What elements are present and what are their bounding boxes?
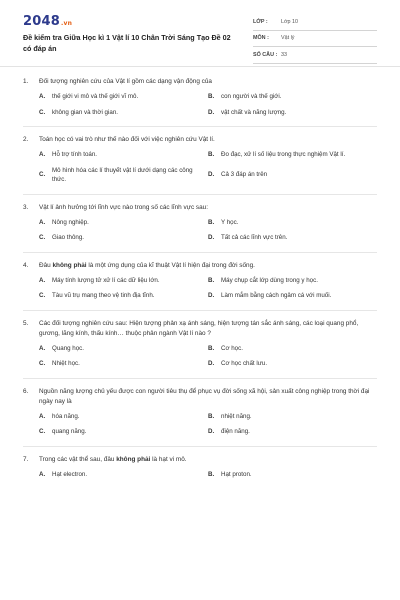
answer-option[interactable]	[208, 427, 377, 437]
answer-option[interactable]	[208, 412, 377, 422]
question-text-pre: Đâu	[39, 261, 53, 269]
answer-option[interactable]	[208, 276, 377, 286]
option-letter: B.	[208, 412, 215, 420]
question-text	[39, 455, 377, 465]
question-text-emphasis: không phải	[52, 261, 87, 269]
answer-option[interactable]	[208, 218, 377, 228]
answer-option[interactable]	[39, 291, 208, 301]
question-stem	[23, 77, 377, 87]
answer-option[interactable]	[39, 233, 208, 243]
option-letter: B.	[208, 218, 215, 226]
option-text: Hỗ trợ tính toán.	[52, 151, 97, 158]
meta-row	[253, 47, 377, 64]
answer-option[interactable]	[208, 470, 377, 480]
option-letter: A.	[39, 470, 46, 478]
question-number: 5.	[23, 319, 29, 327]
option-text: hóa năng.	[52, 412, 80, 420]
question-stem	[23, 203, 377, 213]
option-text: con người và thế giới.	[221, 93, 282, 100]
option-text: Nhiệt học.	[52, 360, 80, 367]
option-text: Quang học.	[52, 344, 84, 352]
option-letter: B.	[208, 93, 215, 100]
answer-option[interactable]	[39, 470, 208, 480]
question-item	[23, 261, 377, 311]
question-list	[0, 77, 400, 496]
option-letter: A.	[39, 276, 46, 284]
option-letter: C.	[39, 360, 46, 367]
answer-options	[39, 412, 377, 437]
option-text: nhiệt năng.	[221, 412, 252, 420]
option-text: Cơ học.	[221, 344, 243, 352]
question-text-pre: Nguồn năng lượng chủ yếu được con người tiêu thụ để phục vụ đời sống xã hội, sản xuất công nghiệp trong thời đại ngày nay là	[39, 387, 370, 405]
option-letter: A.	[39, 412, 46, 420]
option-text: Làm mắm bằng cách ngâm cá với muối.	[221, 292, 332, 299]
meta-value: Vật lý	[281, 35, 295, 42]
question-text-pre: Trong các vật thể sau, đâu	[39, 455, 117, 463]
option-text: Mô hình hóa các lí thuyết vật lí dưới dạng các công thức.	[52, 166, 193, 183]
option-text: Cơ học chất lưu.	[221, 360, 268, 367]
option-text: không gian và thời gian.	[52, 108, 118, 116]
answer-option[interactable]	[39, 276, 208, 286]
meta-row	[253, 31, 377, 48]
option-letter: A.	[39, 218, 46, 226]
answer-options	[39, 344, 377, 369]
question-text-post: là một ứng dụng của kĩ thuật Vật lí hiện đại trong đời sống.	[86, 261, 255, 269]
meta-label: MÔN :	[253, 35, 269, 42]
option-text: Tất cả các lĩnh vực trên.	[221, 234, 288, 241]
answer-option[interactable]	[208, 233, 377, 243]
option-text: Tàu vũ trụ mang theo vệ tinh địa tĩnh.	[52, 292, 155, 299]
meta-label: SỐ CÂU :	[253, 51, 278, 58]
option-text: Máy chụp cắt lớp dùng trong y học.	[221, 276, 318, 284]
question-item	[23, 203, 377, 253]
question-text-pre: Đối tượng nghiên cứu của Vật lí gồm các dạng vận động của	[39, 78, 212, 85]
option-letter: C.	[39, 171, 46, 179]
exam-title: Đề kiểm tra Giữa Học kì 1 Vật lí 10 Chân Trời Sáng Tạo Đề 02 có đáp án	[23, 33, 231, 53]
answer-option[interactable]	[208, 92, 377, 102]
option-text: vật chất và năng lượng.	[221, 108, 287, 116]
question-number: 3.	[23, 203, 29, 211]
exam-meta-table	[253, 14, 377, 64]
answer-option[interactable]	[208, 166, 377, 185]
option-text: Đo đạc, xử lí số liệu trong thực nghiệm Vật lí.	[221, 151, 346, 158]
option-text: Nông nghiệp.	[52, 218, 89, 226]
answer-option[interactable]	[208, 108, 377, 118]
question-text-pre: Vật lí ảnh hưởng tới lĩnh vực nào trong số các lĩnh vực sau:	[39, 203, 208, 211]
question-item	[23, 77, 377, 127]
question-item	[23, 319, 377, 379]
answer-option[interactable]	[208, 359, 377, 369]
site-logo[interactable]	[23, 14, 72, 29]
option-letter: B.	[208, 151, 215, 158]
answer-option[interactable]	[39, 427, 208, 437]
question-number: 1.	[23, 78, 29, 85]
question-stem	[23, 387, 377, 407]
option-letter: C.	[39, 108, 46, 116]
answer-options	[39, 92, 377, 117]
answer-option[interactable]	[39, 344, 208, 354]
question-text	[39, 319, 377, 339]
question-number: 2.	[23, 136, 29, 143]
meta-row	[253, 14, 377, 31]
option-letter: A.	[39, 93, 46, 100]
question-text-pre: Các đối tượng nghiên cứu sau: Hiện tượng phản xạ ánh sáng, hiện tượng tán sắc ánh sáng, các loại quang phổ, gương, lăng kính, thấu kính… thuộc phân ngành Vật lí nào ?	[39, 319, 359, 337]
option-letter: D.	[208, 292, 215, 299]
option-text: Hạt proton.	[221, 470, 252, 478]
option-letter: D.	[208, 108, 215, 116]
question-text-pre: Toán học có vai trò như thế nào đối với việc nghiên cứu Vật lí.	[39, 136, 215, 143]
meta-value: Lớp 10	[281, 18, 299, 25]
answer-option[interactable]	[39, 412, 208, 422]
option-letter: D.	[208, 360, 215, 367]
answer-option[interactable]	[39, 108, 208, 118]
option-text: Y học.	[221, 218, 239, 226]
option-text: Giao thông.	[52, 234, 84, 241]
option-text: Hạt electron.	[52, 470, 88, 478]
question-number: 4.	[23, 261, 29, 269]
option-text: Máy tính lượng tử xử lí các dữ liệu lớn.	[52, 276, 160, 284]
header-divider	[0, 66, 400, 67]
question-item	[23, 135, 377, 195]
answer-option[interactable]	[39, 166, 208, 185]
question-text-post: là hạt vi mô.	[150, 455, 187, 463]
answer-option[interactable]	[39, 218, 208, 228]
option-text: thế giới vi mô và thế giới vĩ mô.	[52, 93, 139, 100]
answer-option[interactable]	[208, 344, 377, 354]
question-text	[39, 77, 377, 87]
page-header	[0, 0, 400, 63]
question-text	[39, 135, 377, 145]
question-text-emphasis: không phải	[116, 455, 151, 463]
option-letter: A.	[39, 151, 46, 158]
question-text	[39, 203, 377, 213]
answer-option[interactable]	[39, 92, 208, 102]
question-text	[39, 261, 377, 271]
question-number: 6.	[23, 387, 29, 395]
question-stem	[23, 455, 377, 465]
logo-main: 2048	[23, 14, 60, 29]
option-letter: B.	[208, 276, 215, 284]
option-letter: C.	[39, 292, 46, 299]
meta-value: 33	[281, 51, 287, 58]
question-stem	[23, 319, 377, 339]
answer-options	[39, 218, 377, 243]
answer-options	[39, 150, 377, 185]
option-text: quang năng.	[52, 428, 87, 435]
question-item	[23, 455, 377, 489]
answer-option[interactable]	[39, 359, 208, 369]
answer-option[interactable]	[208, 150, 377, 160]
question-stem	[23, 135, 377, 145]
logo-suffix: .vn	[60, 20, 73, 27]
question-text	[39, 387, 377, 407]
answer-option[interactable]	[39, 150, 208, 160]
question-item	[23, 387, 377, 447]
option-text: Cả 3 đáp án trên	[221, 171, 268, 179]
question-stem	[23, 261, 377, 271]
option-text: điện năng.	[221, 428, 250, 435]
option-letter: C.	[39, 234, 46, 241]
option-letter: D.	[208, 428, 215, 435]
answer-option[interactable]	[208, 291, 377, 301]
option-letter: D.	[208, 171, 215, 179]
meta-label: LỚP :	[253, 18, 268, 25]
option-letter: D.	[208, 234, 215, 241]
option-letter: C.	[39, 428, 46, 435]
option-letter: B.	[208, 470, 215, 478]
option-letter: B.	[208, 344, 215, 352]
answer-options	[39, 470, 377, 480]
question-number: 7.	[23, 455, 29, 463]
option-letter: A.	[39, 344, 46, 352]
answer-options	[39, 276, 377, 301]
